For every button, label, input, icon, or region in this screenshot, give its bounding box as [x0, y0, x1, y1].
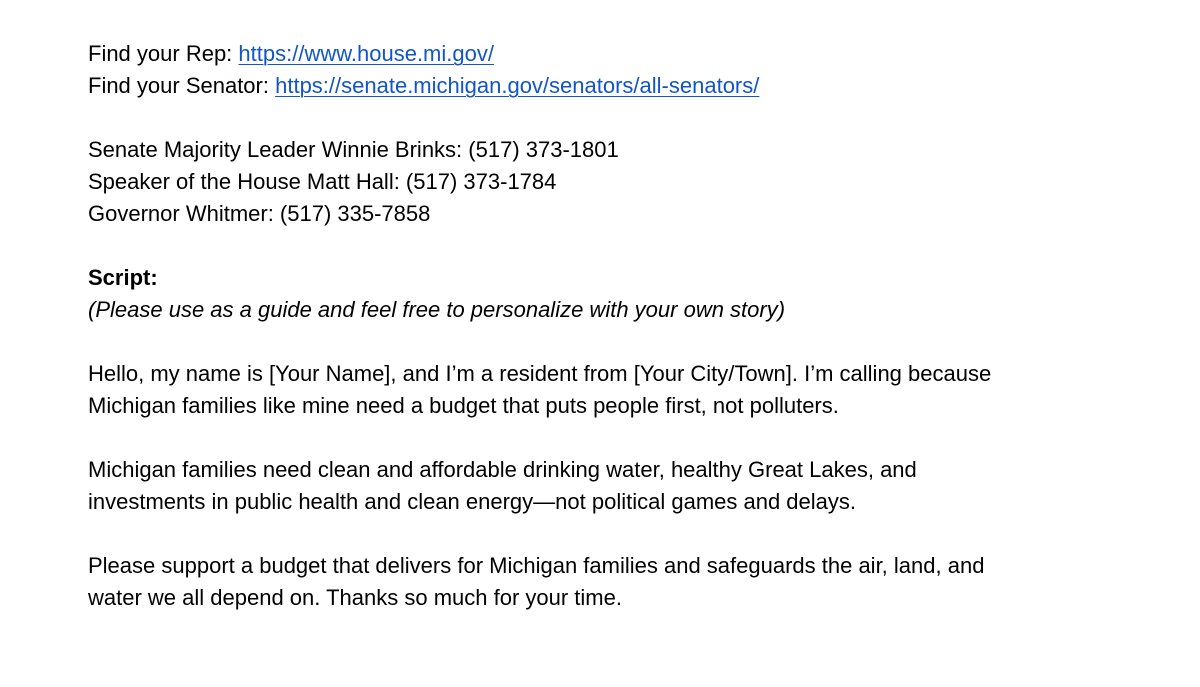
senate-link[interactable]: https://senate.michigan.gov/senators/all-senators/	[275, 73, 760, 98]
find-rep-line	[88, 38, 1168, 70]
spacer	[88, 326, 1168, 358]
script-heading: Script:	[88, 265, 158, 290]
paragraph-1-line-1: Hello, my name is [Your Name], and I’m a resident from [Your City/Town]. I’m calling because	[88, 361, 992, 386]
find-rep-label: Find your Rep:	[88, 41, 239, 66]
spacer	[88, 102, 1168, 134]
contact-speaker: Speaker of the House Matt Hall: (517) 373-1784	[88, 169, 557, 194]
find-senator-label: Find your Senator:	[88, 73, 276, 98]
paragraph-3-line-2: water we all depend on. Thanks so much for your time.	[88, 585, 622, 610]
document-body	[88, 38, 1168, 614]
spacer	[88, 230, 1168, 262]
contact-governor: Governor Whitmer: (517) 335-7858	[88, 201, 431, 226]
script-note: (Please use as a guide and feel free to personalize with your own story)	[88, 297, 786, 322]
paragraph-3-line-1: Please support a budget that delivers for Michigan families and safeguards the air, land, and	[88, 553, 985, 578]
spacer	[88, 518, 1168, 550]
spacer	[88, 422, 1168, 454]
paragraph-1-line-2: Michigan families like mine need a budget that puts people first, not polluters.	[88, 393, 839, 418]
find-senator-line	[88, 70, 1168, 102]
paragraph-2-line-1: Michigan families need clean and affordable drinking water, healthy Great Lakes, and	[88, 457, 917, 482]
paragraph-2-line-2: investments in public health and clean energy—not political games and delays.	[88, 489, 857, 514]
contact-majority-leader: Senate Majority Leader Winnie Brinks: (517) 373-1801	[88, 137, 619, 162]
house-link[interactable]: https://www.house.mi.gov/	[238, 41, 494, 66]
